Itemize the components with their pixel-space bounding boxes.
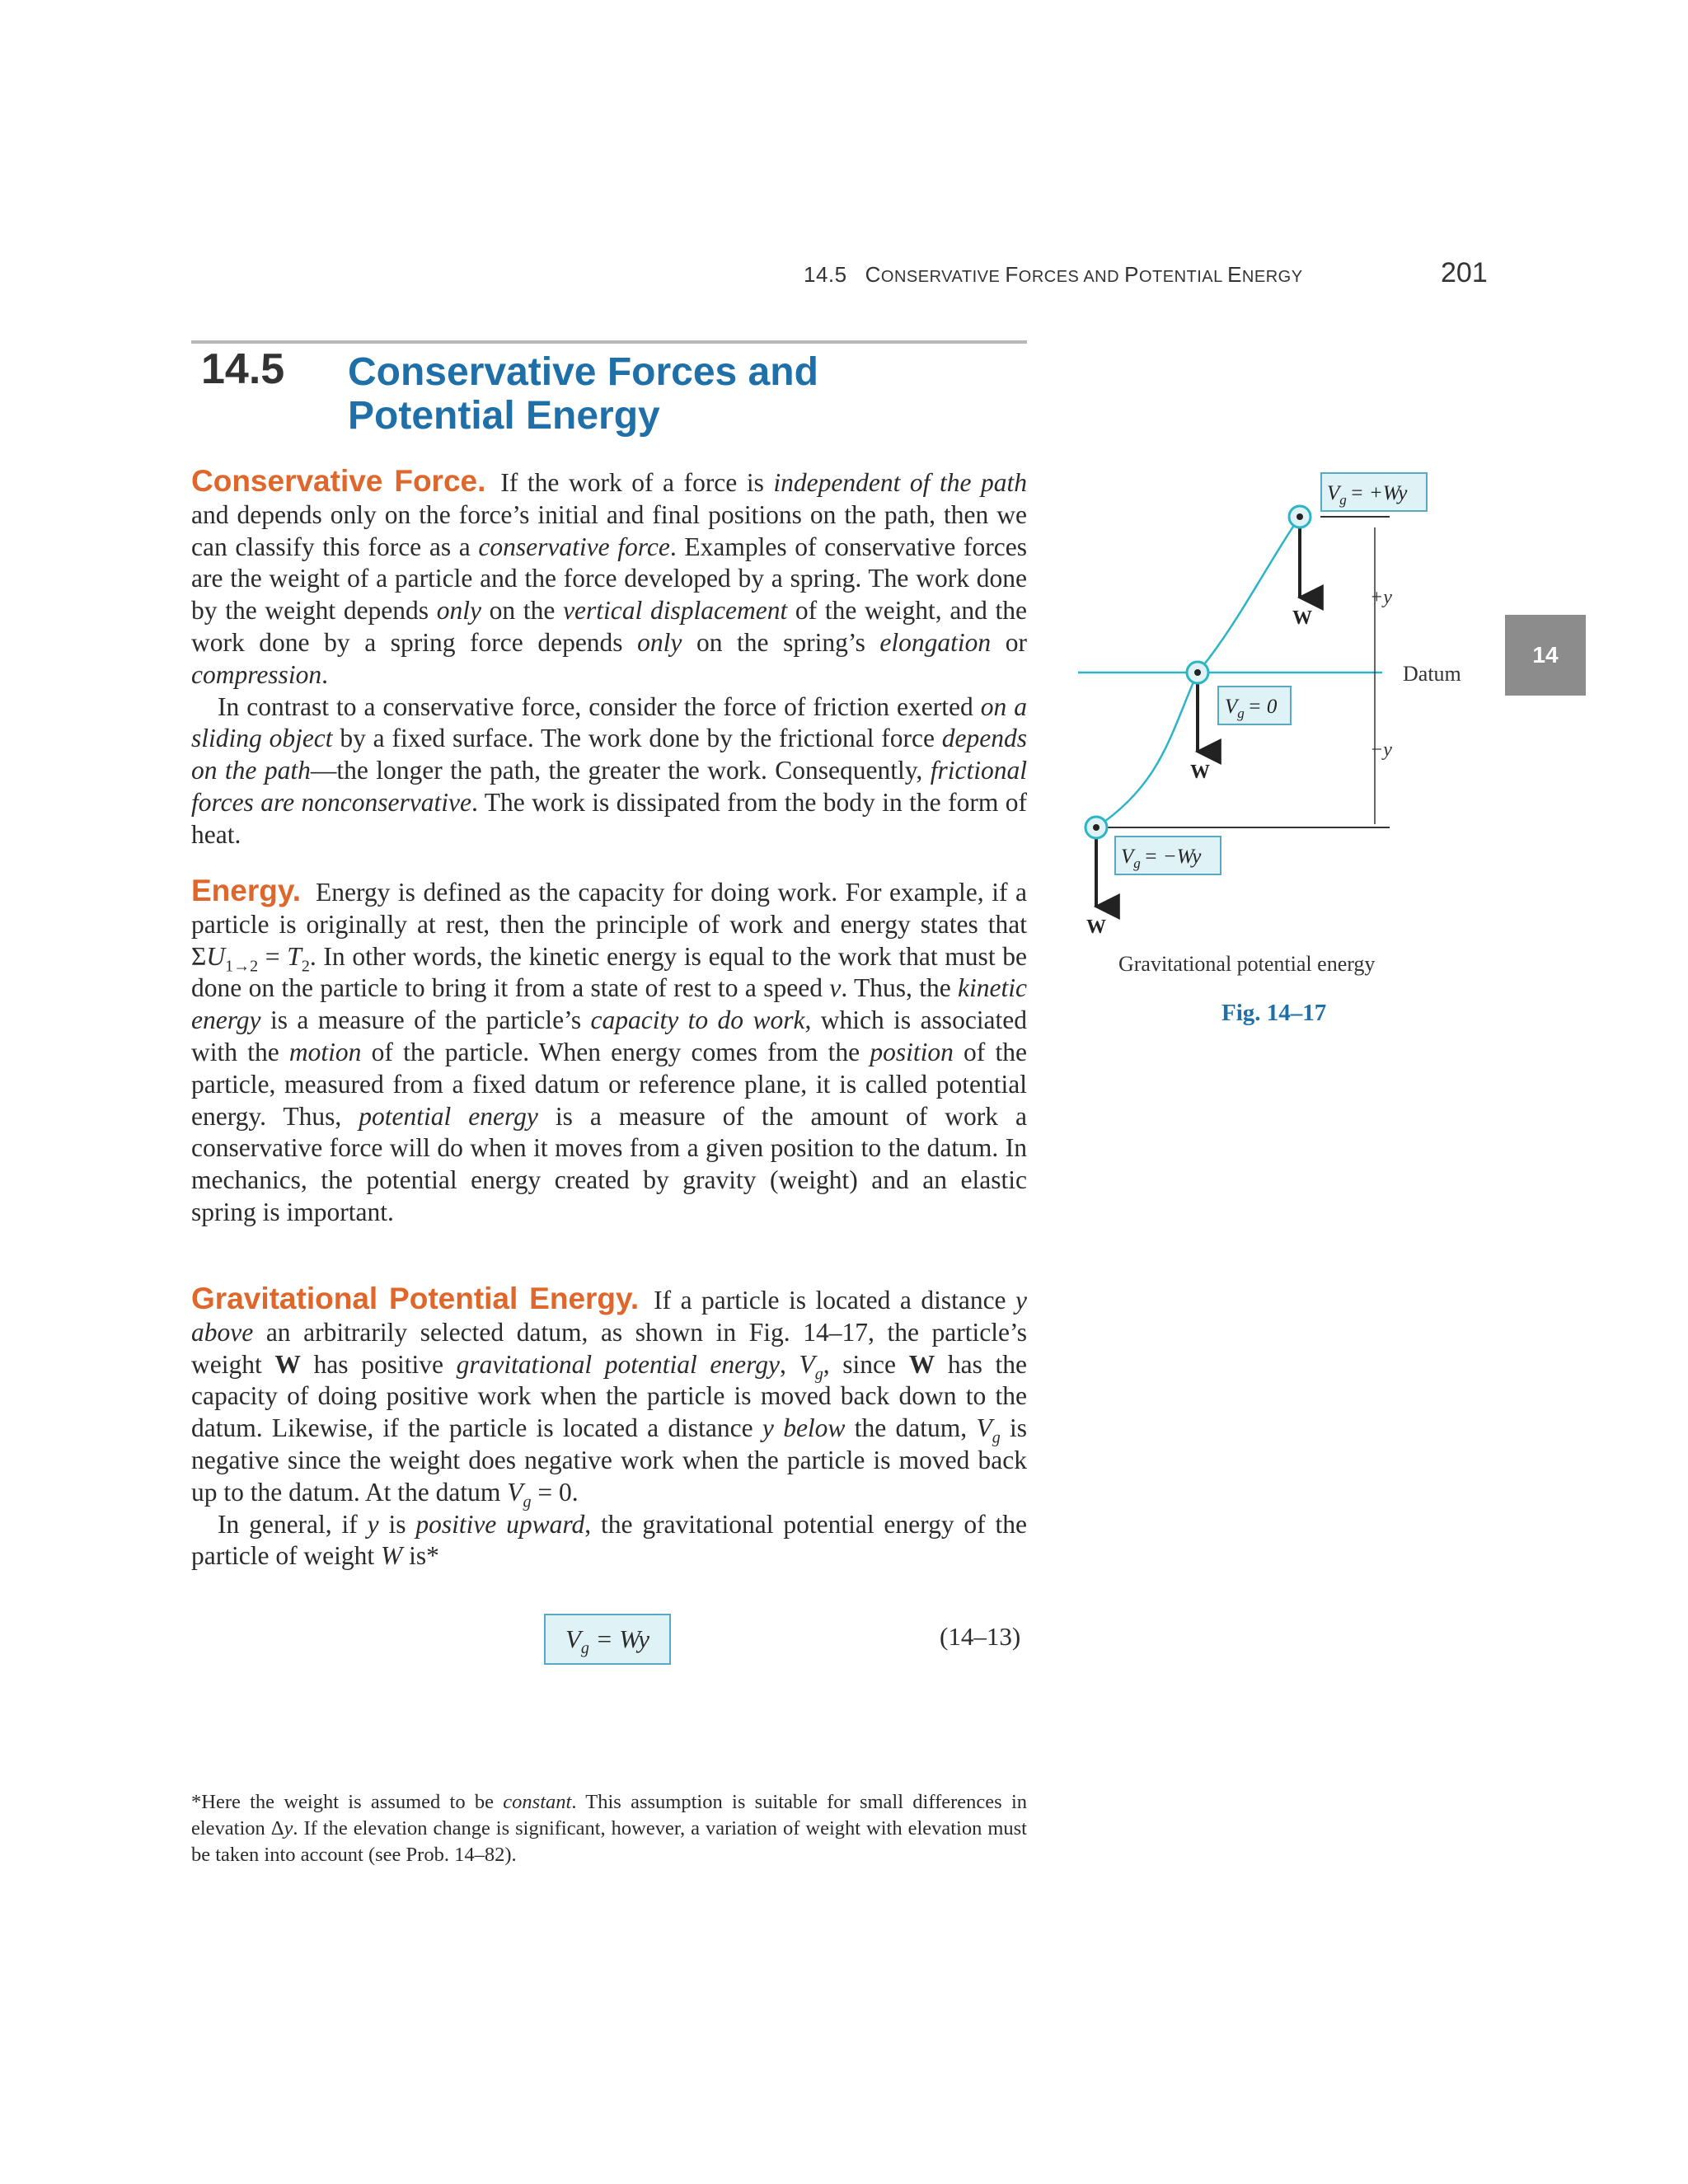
particle-middle-center [1194, 669, 1201, 676]
figure-label: Fig. 14–17 [1221, 1000, 1327, 1026]
runin-heading: Conservative Force. [191, 464, 486, 498]
plus-y-label: +y [1370, 587, 1392, 608]
paragraph: Energy. Energy is defined as the capacity for doing work. For example, if a particle is originally at rest, then the principle of work and energy states that $\Sigma U_{1\to 2} = T_2$. In other words, the kinetic energy is equal to the work that must be done on the particle to bring it from a state of rest to a speed v. Thus, the kinetic energy is a measure of the particle’s capacity to do work, which is associated with the motion of the particle. When energy comes from the position of the particle, measured from a fixed datum or reference plane, it is called potential energy. Thus, potential energy is a measure of the amount of work a conservative force will do when it moves from a given position to the datum. In mechanics, the potential energy created by gravity (weight) and an elastic spring is important. [191, 874, 1028, 1226]
running-header-section-number: 14.5 [804, 262, 847, 287]
page-number: 201 [1441, 257, 1488, 288]
chapter-tab[interactable]: 14 [1505, 615, 1586, 696]
paragraph: In contrast to a conservative force, consider the force of friction exerted on a sliding object by a fixed surface. The work done by the frictional force depends on the path—the longer the path, the greater the work. Consequently, frictional forces are nonconservative. The work is dissipated from the body in the form of heat. [191, 691, 1028, 849]
runin-heading: Gravitational Potential Energy. [191, 1282, 640, 1315]
minus-y-label: −y [1370, 739, 1392, 761]
running-header [804, 262, 1303, 288]
paragraph-gravitational [191, 1283, 1027, 1572]
figure-caption: Gravitational potential energy [1118, 952, 1376, 976]
running-header-title: CONSERVATIVE FORCES AND POTENTIAL ENERGY [865, 262, 1303, 287]
runin-heading: Energy. [191, 874, 301, 907]
datum-label: Datum [1403, 662, 1461, 686]
paragraph: In general, if y is positive upward, the gravitational potential energy of the particle of weight W is* [191, 1509, 1027, 1571]
section-number: 14.5 [201, 345, 285, 393]
paragraph: Gravitational Potential Energy. If a particle is located a distance y above an arbitrarily selected datum, as shown in Fig. 14–17, the particle’s weight W has positive gravitational potential energy, $V_g$, since W has the capacity of doing positive work when the particle is moved back down to the datum. Likewise, if the particle is located a distance y below the datum, $V_g$ is negative since the weight does negative work when the particle is moved back up to the datum. At the datum $V_g = 0$. [191, 1282, 1027, 1511]
particle-top-center [1296, 513, 1303, 520]
equation-box: $V_g = Wy$ [544, 1614, 671, 1665]
paragraph-energy [191, 875, 1027, 1229]
footnote-text: *Here the weight is assumed to be constant. This assumption is suitable for small differences in elevation Δy. If the elevation change is significant, however, a variation of weight with elevation must be taken into account (see Prob. 14–82). [191, 1791, 1028, 1866]
footnote [191, 1789, 1027, 1868]
label-top: $V_g = +Wy$ [1327, 482, 1408, 508]
particle-bottom-center [1093, 824, 1100, 831]
label-bottom: $V_g = -Wy$ [1121, 846, 1202, 871]
weight-label-bottom: W [1086, 916, 1106, 938]
figure-gravitational-potential [1071, 462, 1500, 956]
paragraph: Conservative Force. If the work of a force is independent of the path and depends only on the force’s initial and final positions on the path, then we can classify this force as a conservative force. Examples of conservative forces are the weight of a particle and the force developed by a spring. The work done by the weight depends only on the vertical displacement of the weight, and the work done by a spring force depends only on the spring’s elongation or compression. [191, 464, 1028, 689]
label-middle: $V_g = 0$ [1225, 696, 1278, 721]
weight-label-middle: W [1190, 762, 1210, 783]
weight-label-top: W [1292, 607, 1312, 629]
section-rule [191, 340, 1027, 344]
equation-number: (14–13) [940, 1622, 1021, 1651]
paragraph-conservative-force [191, 466, 1027, 851]
section-title: Conservative Forces and Potential Energy [348, 350, 818, 438]
